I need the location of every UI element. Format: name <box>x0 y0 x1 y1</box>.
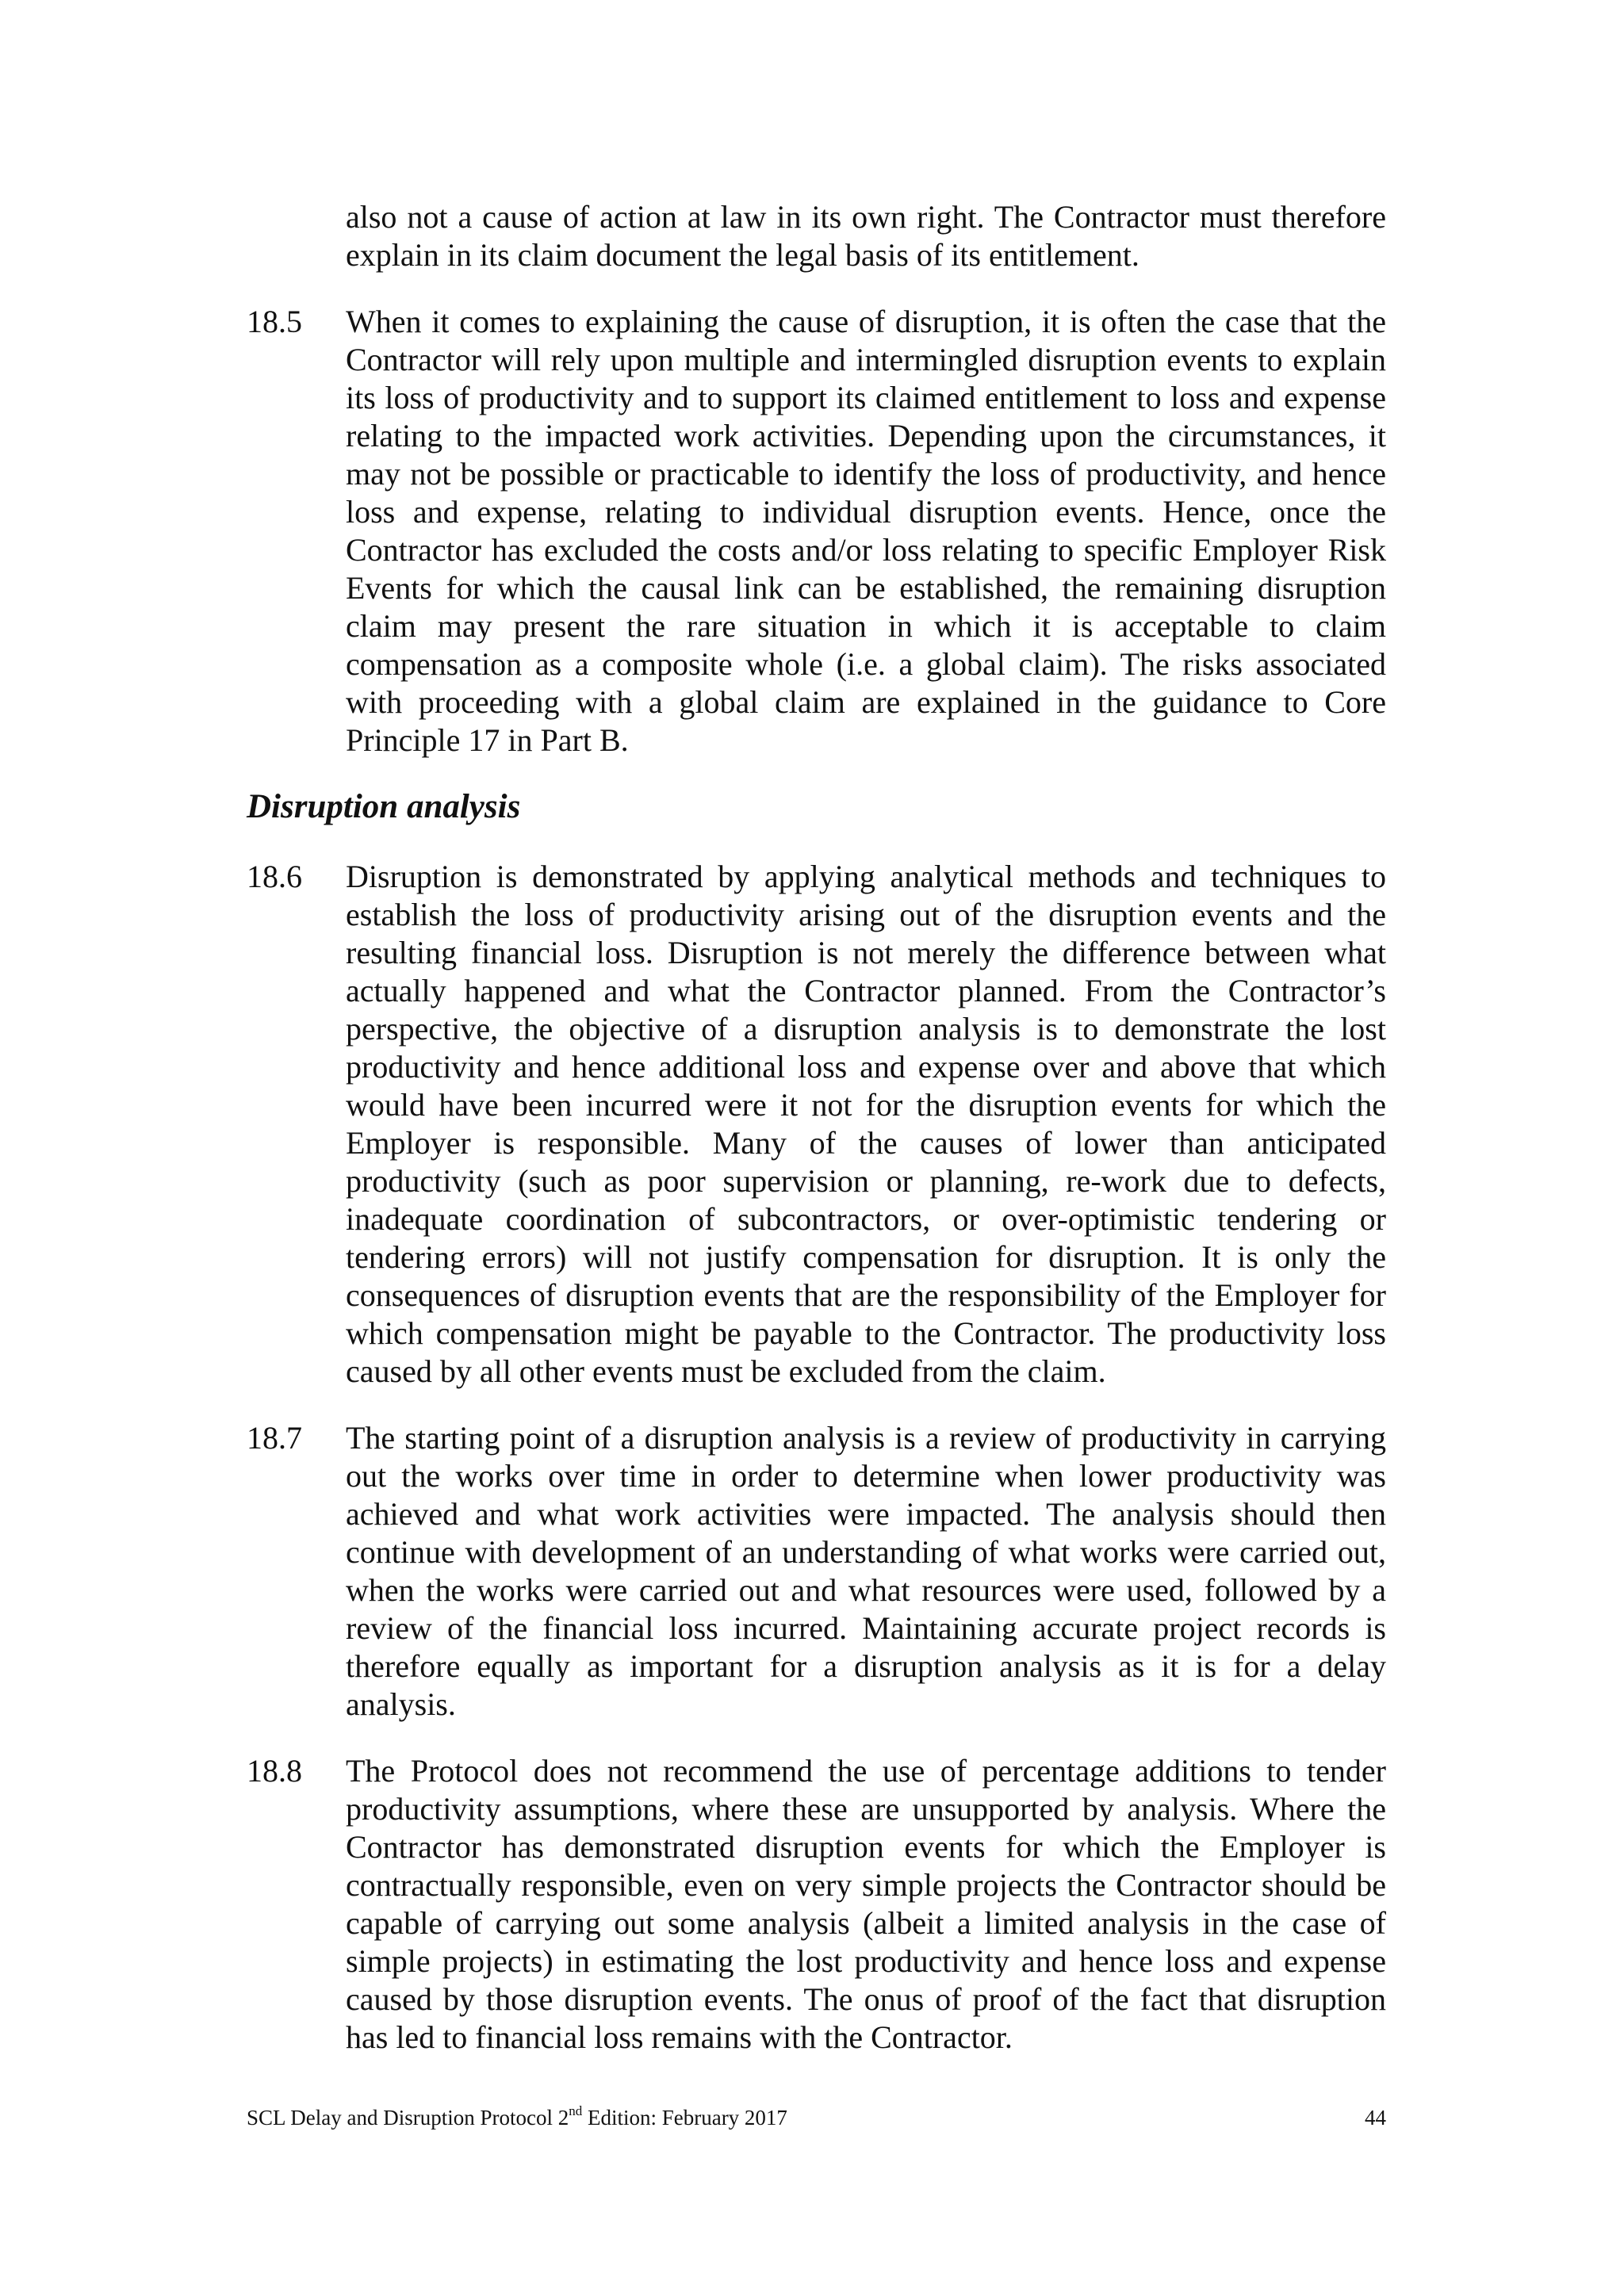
paragraph-text: Disruption is demonstrated by applying analytical methods and techniques to establish the loss of productivity arising out of the disruption events and the resulting financial loss. Disruption is not merely the difference between what actually happened and what the Contractor planned. From the Contractor’s perspective, the objective of a disruption analysis is to demonstrate the lost productivity and hence additional loss and expense over and above that which would have been incurred were it not for the disruption events for which the Employer is responsible. Many of the causes of lower than anticipated productivity (such as poor supervision or planning, re-work due to defects, inadequate coordination of subcontractors, or over-optimistic tendering or tendering errors) will not justify compensation for disruption. It is only the consequences of disruption events that are the responsibility of the Employer for which compensation might be payable to the Contractor. The productivity loss caused by all other events must be excluded from the claim. <box>346 859 1386 1389</box>
paragraph-text: When it comes to explaining the cause of disruption, it is often the case that the Contractor will rely upon multiple and intermingled disruption events to explain its loss of productivity and to support its claimed entitlement to loss and expense relating to the impacted work activities. Depending upon the circumstances, it may not be possible or practicable to identify the loss of productivity, and hence loss and expense, relating to individual disruption events. Hence, once the Contractor has excluded the costs and/or loss relating to specific Employer Risk Events for which the causal link can be established, the remaining disruption claim may present the rare situation in which it is acceptable to claim compensation as a composite whole (i.e. a global claim). The risks associated with proceeding with a global claim are explained in the guidance to Core Principle 17 in Part B. <box>346 304 1386 758</box>
paragraph-text: The starting point of a disruption analysis is a review of productivity in carrying out the works over time in order to determine when lower productivity was achieved and what work activities were impacted. The analysis should then continue with development of an understanding of what works were carried out, when the works were carried out and what resources were used, followed by a review of the financial loss incurred. Maintaining accurate project records is therefore equally as important for a disruption analysis as it is for a delay analysis. <box>346 1420 1386 1722</box>
paragraph-number: 18.8 <box>247 1753 302 1789</box>
paragraph-number: 18.6 <box>247 859 302 894</box>
paragraph-number: 18.5 <box>247 304 302 339</box>
continuation-paragraph: also not a cause of action at law in its own right. The Contractor must therefore explain in its claim document the legal basis of its entitlement. <box>346 199 1386 273</box>
section-heading: Disruption analysis <box>247 788 521 825</box>
footer-title-prefix: SCL Delay and Disruption Protocol 2 <box>247 2106 569 2130</box>
page-number: 44 <box>1365 2106 1386 2130</box>
footer-title-suffix: Edition: February 2017 <box>582 2106 787 2130</box>
paragraph-text: The Protocol does not recommend the use of percentage additions to tender productivity assumptions, where these are unsupported by analysis. Where the Contractor has demonstrated disruption events for which the Employer is contractually responsible, even on very simple projects the Contractor should be capable of carrying out some analysis (albeit a limited analysis in the case of simple projects) in estimating the lost productivity and hence loss and expense caused by those disruption events. The onus of proof of the fact that disruption has led to financial loss remains with the Contractor. <box>346 1753 1386 2055</box>
footer-title <box>247 2104 787 2131</box>
paragraph-number: 18.7 <box>247 1420 302 1456</box>
footer-title-superscript: nd <box>569 2103 583 2118</box>
